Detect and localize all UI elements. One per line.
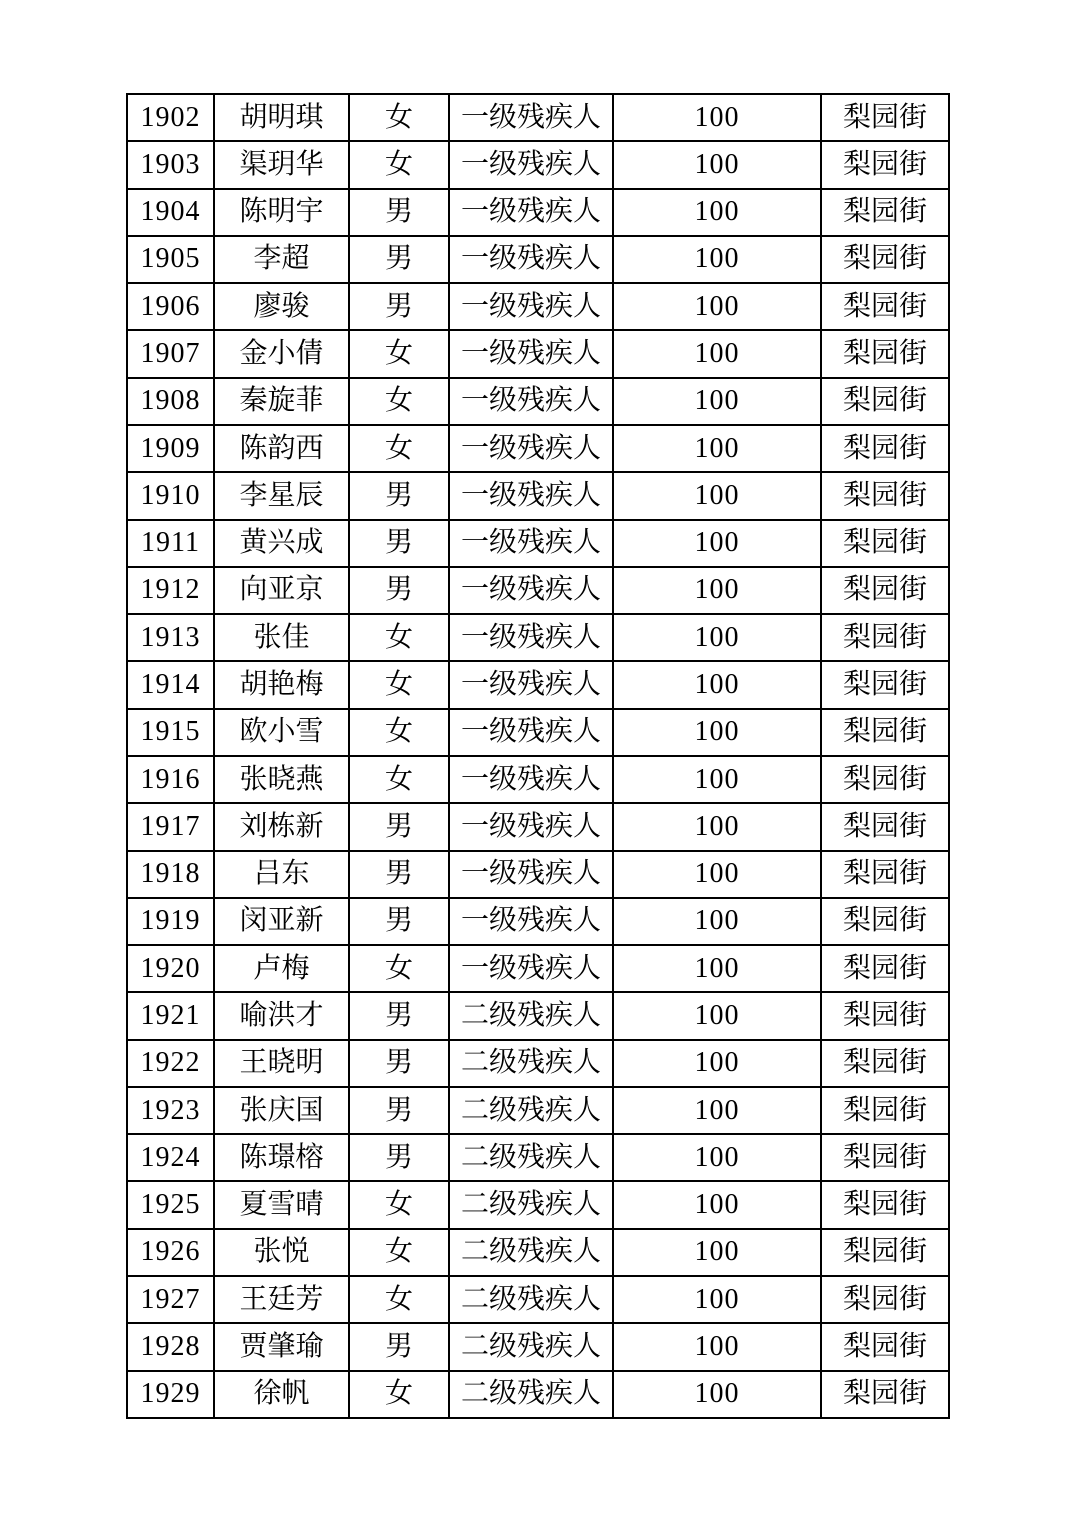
table-row: [127, 520, 949, 567]
cell-disability-category: 二级残疾人: [449, 1323, 613, 1370]
cell-amount: 100: [613, 189, 821, 236]
cell-gender: 男: [349, 992, 449, 1039]
table-row: [127, 1276, 949, 1323]
cell-disability-category: 一级残疾人: [449, 236, 613, 283]
cell-street: 梨园街: [821, 141, 949, 188]
cell-serial-number: 1927: [127, 1276, 214, 1323]
cell-serial-number: 1905: [127, 236, 214, 283]
cell-person-name: 夏雪晴: [214, 1181, 349, 1228]
table-row: [127, 141, 949, 188]
cell-serial-number: 1912: [127, 567, 214, 614]
cell-disability-category: 一级残疾人: [449, 898, 613, 945]
table-row: [127, 189, 949, 236]
cell-amount: 100: [613, 1323, 821, 1370]
cell-amount: 100: [613, 330, 821, 377]
table-row: [127, 283, 949, 330]
cell-amount: 100: [613, 1371, 821, 1418]
cell-gender: 女: [349, 425, 449, 472]
cell-person-name: 王廷芳: [214, 1276, 349, 1323]
cell-person-name: 陈璟榕: [214, 1134, 349, 1181]
cell-street: 梨园街: [821, 378, 949, 425]
table-row: [127, 236, 949, 283]
cell-street: 梨园街: [821, 661, 949, 708]
cell-disability-category: 二级残疾人: [449, 1276, 613, 1323]
cell-amount: 100: [613, 614, 821, 661]
cell-serial-number: 1923: [127, 1087, 214, 1134]
cell-amount: 100: [613, 1087, 821, 1134]
table-row: [127, 661, 949, 708]
cell-disability-category: 一级残疾人: [449, 283, 613, 330]
cell-street: 梨园街: [821, 1181, 949, 1228]
cell-street: 梨园街: [821, 1276, 949, 1323]
table-row: [127, 330, 949, 377]
table-row: [127, 1229, 949, 1276]
cell-disability-category: 一级残疾人: [449, 661, 613, 708]
cell-person-name: 黄兴成: [214, 520, 349, 567]
cell-disability-category: 一级残疾人: [449, 472, 613, 519]
cell-amount: 100: [613, 283, 821, 330]
cell-person-name: 徐帆: [214, 1371, 349, 1418]
cell-person-name: 闵亚新: [214, 898, 349, 945]
cell-serial-number: 1904: [127, 189, 214, 236]
table-row: [127, 1181, 949, 1228]
table-row: [127, 945, 949, 992]
cell-person-name: 刘栋新: [214, 803, 349, 850]
cell-serial-number: 1903: [127, 141, 214, 188]
cell-gender: 女: [349, 1229, 449, 1276]
cell-street: 梨园街: [821, 236, 949, 283]
table-row: [127, 1323, 949, 1370]
cell-person-name: 李超: [214, 236, 349, 283]
table-row: [127, 425, 949, 472]
cell-serial-number: 1922: [127, 1040, 214, 1087]
cell-person-name: 渠玥华: [214, 141, 349, 188]
cell-disability-category: 一级残疾人: [449, 803, 613, 850]
cell-gender: 女: [349, 330, 449, 377]
welfare-roster-table: [126, 93, 950, 1419]
cell-gender: 男: [349, 803, 449, 850]
table-row: [127, 898, 949, 945]
cell-person-name: 向亚京: [214, 567, 349, 614]
cell-gender: 男: [349, 189, 449, 236]
cell-person-name: 陈明宇: [214, 189, 349, 236]
cell-gender: 女: [349, 378, 449, 425]
table-row: [127, 567, 949, 614]
cell-street: 梨园街: [821, 756, 949, 803]
cell-gender: 女: [349, 1371, 449, 1418]
table-row: [127, 1134, 949, 1181]
roster-table-body: [127, 94, 949, 1418]
cell-gender: 女: [349, 94, 449, 141]
cell-person-name: 秦旋菲: [214, 378, 349, 425]
cell-gender: 男: [349, 1040, 449, 1087]
cell-serial-number: 1928: [127, 1323, 214, 1370]
cell-amount: 100: [613, 1134, 821, 1181]
cell-serial-number: 1926: [127, 1229, 214, 1276]
cell-amount: 100: [613, 141, 821, 188]
table-row: [127, 992, 949, 1039]
cell-gender: 男: [349, 1323, 449, 1370]
cell-serial-number: 1906: [127, 283, 214, 330]
table-row: [127, 614, 949, 661]
cell-person-name: 廖骏: [214, 283, 349, 330]
cell-person-name: 陈韵西: [214, 425, 349, 472]
cell-person-name: 王晓明: [214, 1040, 349, 1087]
table-row: [127, 756, 949, 803]
table-row: [127, 803, 949, 850]
cell-disability-category: 一级残疾人: [449, 709, 613, 756]
cell-serial-number: 1918: [127, 851, 214, 898]
cell-street: 梨园街: [821, 851, 949, 898]
cell-serial-number: 1914: [127, 661, 214, 708]
cell-street: 梨园街: [821, 189, 949, 236]
cell-gender: 男: [349, 236, 449, 283]
cell-person-name: 张庆国: [214, 1087, 349, 1134]
cell-serial-number: 1919: [127, 898, 214, 945]
cell-gender: 女: [349, 1276, 449, 1323]
cell-disability-category: 一级残疾人: [449, 756, 613, 803]
cell-street: 梨园街: [821, 330, 949, 377]
cell-gender: 男: [349, 567, 449, 614]
cell-serial-number: 1911: [127, 520, 214, 567]
cell-gender: 男: [349, 283, 449, 330]
cell-person-name: 李星辰: [214, 472, 349, 519]
table-row: [127, 1087, 949, 1134]
cell-amount: 100: [613, 425, 821, 472]
cell-serial-number: 1917: [127, 803, 214, 850]
cell-serial-number: 1913: [127, 614, 214, 661]
cell-disability-category: 二级残疾人: [449, 1181, 613, 1228]
cell-amount: 100: [613, 567, 821, 614]
cell-serial-number: 1908: [127, 378, 214, 425]
cell-street: 梨园街: [821, 898, 949, 945]
cell-serial-number: 1910: [127, 472, 214, 519]
cell-disability-category: 二级残疾人: [449, 1371, 613, 1418]
cell-amount: 100: [613, 94, 821, 141]
cell-disability-category: 一级残疾人: [449, 945, 613, 992]
cell-street: 梨园街: [821, 1323, 949, 1370]
cell-gender: 男: [349, 472, 449, 519]
table-row: [127, 1371, 949, 1418]
cell-street: 梨园街: [821, 1134, 949, 1181]
cell-disability-category: 一级残疾人: [449, 614, 613, 661]
cell-amount: 100: [613, 520, 821, 567]
cell-street: 梨园街: [821, 614, 949, 661]
cell-disability-category: 二级残疾人: [449, 1134, 613, 1181]
cell-disability-category: 一级残疾人: [449, 425, 613, 472]
cell-street: 梨园街: [821, 425, 949, 472]
cell-serial-number: 1925: [127, 1181, 214, 1228]
cell-gender: 男: [349, 1087, 449, 1134]
cell-amount: 100: [613, 992, 821, 1039]
cell-disability-category: 一级残疾人: [449, 567, 613, 614]
cell-gender: 男: [349, 851, 449, 898]
cell-gender: 女: [349, 661, 449, 708]
cell-person-name: 喻洪才: [214, 992, 349, 1039]
cell-gender: 女: [349, 945, 449, 992]
cell-disability-category: 一级残疾人: [449, 520, 613, 567]
cell-street: 梨园街: [821, 520, 949, 567]
cell-person-name: 金小倩: [214, 330, 349, 377]
cell-amount: 100: [613, 472, 821, 519]
cell-person-name: 卢梅: [214, 945, 349, 992]
cell-gender: 男: [349, 1134, 449, 1181]
cell-street: 梨园街: [821, 992, 949, 1039]
cell-amount: 100: [613, 1276, 821, 1323]
table-row: [127, 94, 949, 141]
cell-gender: 女: [349, 709, 449, 756]
cell-gender: 男: [349, 520, 449, 567]
cell-serial-number: 1921: [127, 992, 214, 1039]
cell-amount: 100: [613, 236, 821, 283]
cell-street: 梨园街: [821, 1229, 949, 1276]
table-row: [127, 851, 949, 898]
cell-person-name: 贾肇瑜: [214, 1323, 349, 1370]
table-row: [127, 472, 949, 519]
cell-street: 梨园街: [821, 94, 949, 141]
cell-amount: 100: [613, 898, 821, 945]
cell-gender: 女: [349, 756, 449, 803]
cell-disability-category: 二级残疾人: [449, 1087, 613, 1134]
cell-street: 梨园街: [821, 1371, 949, 1418]
cell-street: 梨园街: [821, 945, 949, 992]
cell-amount: 100: [613, 709, 821, 756]
cell-street: 梨园街: [821, 1040, 949, 1087]
cell-person-name: 张悦: [214, 1229, 349, 1276]
table-row: [127, 1040, 949, 1087]
cell-serial-number: 1902: [127, 94, 214, 141]
cell-amount: 100: [613, 378, 821, 425]
cell-serial-number: 1920: [127, 945, 214, 992]
cell-street: 梨园街: [821, 1087, 949, 1134]
cell-street: 梨园街: [821, 283, 949, 330]
cell-person-name: 张晓燕: [214, 756, 349, 803]
cell-serial-number: 1924: [127, 1134, 214, 1181]
cell-disability-category: 一级残疾人: [449, 330, 613, 377]
cell-disability-category: 二级残疾人: [449, 1229, 613, 1276]
cell-street: 梨园街: [821, 709, 949, 756]
cell-amount: 100: [613, 1229, 821, 1276]
cell-disability-category: 一级残疾人: [449, 851, 613, 898]
table-row: [127, 709, 949, 756]
cell-person-name: 张佳: [214, 614, 349, 661]
cell-disability-category: 二级残疾人: [449, 992, 613, 1039]
cell-street: 梨园街: [821, 567, 949, 614]
cell-amount: 100: [613, 851, 821, 898]
cell-gender: 男: [349, 898, 449, 945]
cell-serial-number: 1929: [127, 1371, 214, 1418]
cell-person-name: 胡明琪: [214, 94, 349, 141]
cell-street: 梨园街: [821, 472, 949, 519]
cell-disability-category: 一级残疾人: [449, 189, 613, 236]
table-row: [127, 378, 949, 425]
cell-amount: 100: [613, 803, 821, 850]
cell-gender: 女: [349, 141, 449, 188]
cell-person-name: 吕东: [214, 851, 349, 898]
cell-amount: 100: [613, 756, 821, 803]
cell-serial-number: 1907: [127, 330, 214, 377]
cell-amount: 100: [613, 1040, 821, 1087]
cell-amount: 100: [613, 945, 821, 992]
cell-disability-category: 一级残疾人: [449, 378, 613, 425]
cell-disability-category: 一级残疾人: [449, 94, 613, 141]
cell-amount: 100: [613, 1181, 821, 1228]
cell-person-name: 欧小雪: [214, 709, 349, 756]
cell-serial-number: 1909: [127, 425, 214, 472]
cell-gender: 女: [349, 614, 449, 661]
cell-serial-number: 1915: [127, 709, 214, 756]
cell-disability-category: 二级残疾人: [449, 1040, 613, 1087]
cell-serial-number: 1916: [127, 756, 214, 803]
cell-street: 梨园街: [821, 803, 949, 850]
cell-disability-category: 一级残疾人: [449, 141, 613, 188]
cell-amount: 100: [613, 661, 821, 708]
cell-person-name: 胡艳梅: [214, 661, 349, 708]
cell-gender: 女: [349, 1181, 449, 1228]
